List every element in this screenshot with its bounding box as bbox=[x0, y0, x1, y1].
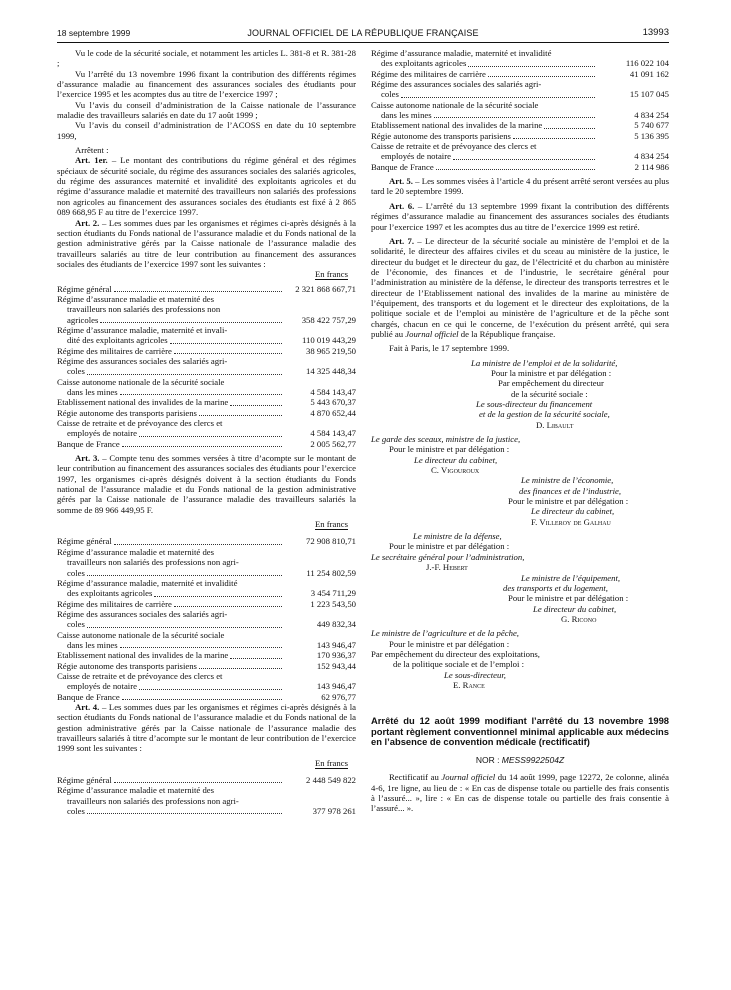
row-label: agricoles bbox=[57, 315, 284, 325]
signature-block-justice: Le garde des sceaux, ministre de la justice, Pour le ministre et par délégation : Le directeur du cabinet, C. Vigouroux bbox=[371, 434, 521, 476]
table-row bbox=[57, 640, 356, 650]
row-label: Régime des assurances sociales des salariés agri- bbox=[57, 355, 228, 366]
table-row bbox=[57, 439, 356, 449]
row-amount: 5 136 395 bbox=[634, 130, 669, 141]
table-row bbox=[57, 284, 356, 294]
table-row bbox=[57, 568, 356, 578]
row-amount: 2 321 868 667,71 bbox=[295, 283, 356, 294]
row-amount: 110 019 443,29 bbox=[302, 335, 356, 346]
row-amount: 5 740 677 bbox=[634, 120, 669, 131]
row-amount: 4 584 143,47 bbox=[310, 428, 356, 439]
journal-title: JOURNAL OFFICIEL DE LA RÉPUBLIQUE FRANÇAISE bbox=[247, 28, 479, 38]
row-label: Régime d’assurance maladie et maternité des bbox=[57, 785, 215, 796]
row-label: des exploitants agricoles bbox=[371, 58, 597, 68]
table-row bbox=[57, 397, 356, 407]
fait-a-paris: Fait à Paris, le 17 septembre 1999. bbox=[389, 343, 510, 354]
table-row bbox=[57, 650, 356, 660]
table-row bbox=[371, 48, 669, 58]
row-label: Régime d’assurance maladie et maternité des bbox=[57, 293, 215, 304]
table-row bbox=[57, 377, 356, 387]
table-article-4 bbox=[57, 775, 356, 816]
row-label: Régime d’assurance maladie, maternité et invali- bbox=[57, 324, 228, 335]
article-4 bbox=[57, 702, 356, 754]
signature-block-emploi: La ministre de l’emploi et de la solidarité, Pour la ministre et par délégation : Par empêchement du directeur de la sécurité sociale : Le sous-directeur du financement et de la gestion de la sécurité sociale, D. Libault bbox=[471, 357, 618, 430]
row-amount: 2 005 562,77 bbox=[310, 438, 356, 449]
row-amount: 4 834 254 bbox=[634, 110, 669, 121]
table-row bbox=[57, 619, 356, 629]
table-row bbox=[371, 151, 669, 161]
row-label: dité des exploitants agricoles bbox=[57, 335, 284, 345]
table-row bbox=[57, 661, 356, 671]
row-label: travailleurs non salariés des professions non agri- bbox=[67, 795, 239, 806]
row-label: Régime des militaires de carrière bbox=[57, 599, 284, 609]
row-amount: 1 223 543,50 bbox=[310, 598, 356, 609]
journal-officiel-ref: Journal officiel bbox=[405, 328, 459, 339]
table-row bbox=[57, 681, 356, 691]
right-column bbox=[371, 48, 669, 814]
table-row bbox=[371, 131, 669, 141]
row-label: Régime des assurances sociales des salariés agri- bbox=[371, 79, 542, 90]
article-4-label: Art. 4. bbox=[75, 701, 100, 712]
table-row bbox=[371, 110, 669, 120]
row-label: coles bbox=[371, 89, 597, 99]
nor-reference: NOR : MESS9922504Z bbox=[475, 755, 565, 766]
row-label: Banque de France bbox=[57, 439, 284, 449]
row-label: Régime général bbox=[57, 536, 284, 546]
table-row bbox=[57, 796, 356, 806]
journal-officiel-ref: Journal officiel bbox=[441, 772, 496, 783]
table-row bbox=[57, 428, 356, 438]
article-5-text: – Les sommes visées à l’article 4 du présent arrêté seront versées au plus tard le 20 septembre 1999. bbox=[371, 176, 669, 197]
row-label: Régime d’assurance maladie, maternité et invalidité bbox=[371, 48, 552, 58]
row-amount: 2 448 549 822 bbox=[306, 775, 356, 786]
unit-label: En francs bbox=[314, 269, 348, 280]
row-label: employés de notaire bbox=[57, 428, 284, 438]
row-label: Régime général bbox=[57, 284, 284, 294]
row-amount: 377 978 261 bbox=[312, 806, 356, 817]
article-2-text: – Les sommes dues par les organismes et régimes ci-après désignés à la section étudiants du Fonds national de l’assurance maladie et du Fonds national de la gestion administrative gérés par la Caisse nationale de l’assurance maladie des travailleurs salariés au titre de leur contribution au financement des assurances sociales des étudiants de l’exercice 1997 sont les suivantes : bbox=[57, 217, 356, 269]
unit-label: En francs bbox=[314, 757, 348, 768]
row-label: Caisse de retraite et de prévoyance des clercs et bbox=[57, 418, 223, 429]
article-6-label: Art. 6. bbox=[389, 200, 415, 211]
row-label: Etablissement national des invalides de la marine bbox=[371, 120, 597, 130]
row-amount: 170 936,37 bbox=[316, 650, 356, 661]
article-1-text: – Le montant des contributions du régime général et des régimes spéciaux de sécurité sociale, du régime des assurances sociales des salariés agricoles, du régime des assurances maternité et invalidité des exploitants agricoles et du régime d’assurance maladie et maternité des travailleurs non salariés des professions non agricoles au financement des assurances sociales des étudiants est fixé à 2 865 089 668,95 F au titre de l’exercice 1997. bbox=[57, 155, 356, 218]
header-rule bbox=[57, 42, 669, 43]
row-label: coles bbox=[57, 568, 284, 578]
row-amount: 38 965 219,50 bbox=[306, 345, 356, 356]
table-row bbox=[371, 120, 669, 130]
article-2-label: Art. 2. bbox=[75, 217, 100, 228]
row-label: employés de notaire bbox=[371, 151, 597, 161]
article-7-text: – Le directeur de la sécurité sociale au ministère de l’emploi et de la solidarité, le directeur des affaires civiles et du sceau au ministère de la justice, le directeur du budget et le directeur du gaz, de l’électricité et du charbon au ministère de l’économie, des finances et de l’industrie, le secrétaire général pour l’administration au ministère de la défense, le directeur des transports terrestres et le directeur de l’Etablissement national des invalides de la marine au ministère de l’équipement, des transports et du logement et le directeur des exploitations, de la politique sociale et de l’emploi au ministère de l’agriculture et de la pêche sont chargés, chacun en ce qui le concerne, de l’exécution du présent arrêté, qui sera publié au bbox=[371, 235, 669, 339]
table-row bbox=[57, 408, 356, 418]
table-row bbox=[57, 315, 356, 325]
signature-block-agriculture: Le ministre de l’agriculture et de la pêche, Pour le ministre et par délégation : Par empêchement du directeur des exploitations, de la politique sociale et de l’emploi : Le sous-directeur, E. Rance bbox=[371, 628, 540, 690]
row-label: Banque de France bbox=[57, 692, 284, 702]
row-amount: 4 584 143,47 bbox=[310, 387, 356, 397]
row-label: dans les mines bbox=[57, 387, 284, 397]
row-label: Caisse autonome nationale de la sécurité sociale bbox=[57, 376, 225, 387]
row-amount: 152 943,44 bbox=[316, 660, 356, 671]
arretent: Arrêtent : bbox=[75, 145, 109, 156]
signature-block-economie: Le ministre de l’économie, des finances et de l’industrie, Pour le ministre et par délégation : Le directeur du cabinet, F. Villeroy de Galhau bbox=[508, 475, 629, 527]
table-row bbox=[57, 335, 356, 345]
table-article-2 bbox=[57, 284, 356, 450]
row-amount: 62 976,77 bbox=[321, 691, 356, 702]
article-2 bbox=[57, 218, 356, 270]
row-amount: 5 443 670,37 bbox=[310, 397, 356, 408]
row-label: Caisse autonome nationale de la sécurité sociale bbox=[57, 629, 225, 640]
table-row bbox=[57, 387, 356, 397]
table-row bbox=[57, 536, 356, 546]
table-row bbox=[57, 785, 356, 795]
article-7-label: Art. 7. bbox=[389, 235, 415, 246]
article-6 bbox=[371, 201, 669, 232]
rectificatif: Rectificatif au Journal officiel du 14 août 1999, page 12272, 2e colonne, alinéa 4-6, 1re ligne, au lieu de : « En cas de dispense totale ou partielle des frais consentis à l’assuré... », lire : « En cas de dispense totale ou partielle des frais consentie à l’assuré... ». bbox=[371, 772, 669, 814]
table-row bbox=[371, 69, 669, 79]
row-label: Régime général bbox=[57, 775, 284, 785]
header-date: 18 septembre 1999 bbox=[57, 28, 131, 38]
row-label: Régime d’assurance maladie et maternité des bbox=[57, 546, 215, 557]
row-label: coles bbox=[57, 806, 284, 816]
table-row bbox=[57, 325, 356, 335]
page-number: 13993 bbox=[642, 27, 669, 38]
table-article-4-continued bbox=[371, 48, 669, 172]
row-label: Banque de France bbox=[371, 162, 597, 172]
visa-3: Vu l’avis du conseil d’administration de la Caisse nationale de l’assurance maladie des travailleurs salariés en date du 17 août 1999 ; bbox=[57, 99, 356, 121]
row-amount: 11 254 802,59 bbox=[306, 567, 356, 578]
row-label: Etablissement national des invalides de la marine bbox=[57, 397, 284, 407]
row-amount: 4 870 652,44 bbox=[310, 407, 356, 418]
row-label: dans les mines bbox=[57, 640, 284, 650]
article-6-text: – L’arrêté du 13 septembre 1999 fixant la contribution des différents régimes d’assurance maladie au financement des assurances sociales des étudiants pour l’exercice 1997 et les acomptes dus au titre de l’exercice 1999 est retiré. bbox=[371, 200, 669, 232]
article-7: Art. 7. – Le directeur de la sécurité sociale au ministère de l’emploi et de la solidarité, le directeur des affaires civiles et du sceau au ministère de la justice, le directeur du budget et le directeur du gaz, de l’électricité et du charbon au ministère de l’économie, des finances et de l’industrie, le secrétaire général pour l’administration au ministère de la défense, le directeur des transports terrestres et le directeur de l’Etablissement national des invalides de la marine au ministère de l’équipement, des transports et du logement et le directeur des exploitations, de la politique sociale et de l’emploi au ministère de l’agriculture et de la pêche sont chargés, chacun en ce qui le concerne, de l’exécution du présent arrêté, qui sera publié au Journal officiel de la République française. bbox=[371, 235, 669, 339]
table-row bbox=[57, 578, 356, 588]
row-amount: 2 114 986 bbox=[634, 161, 669, 172]
table-row bbox=[57, 630, 356, 640]
table-row bbox=[57, 692, 356, 702]
row-amount: 15 107 045 bbox=[629, 89, 669, 100]
table-row bbox=[57, 806, 356, 816]
table-row bbox=[371, 79, 669, 89]
table-row bbox=[371, 162, 669, 172]
row-amount: 4 834 254 bbox=[634, 151, 669, 162]
row-amount: 72 908 810,71 bbox=[306, 536, 356, 547]
table-row bbox=[371, 141, 669, 151]
row-label: Régime des militaires de carrière bbox=[371, 69, 597, 79]
article-3-text: – Compte tenu des sommes versées à titre d’acompte sur le montant de leur contribution au financement des assurances sociales des étudiants pour l’exercice 1997, les organismes ci-après désignés doivent à la section étudiants du Fonds national de l’assurance maladie et du Fonds national de la gestion administrative gérés par la Caisse nationale de l’assurance maladie des travailleurs salariés la somme de 89 966 449,95 F. bbox=[57, 453, 356, 515]
table-row bbox=[57, 557, 356, 567]
row-amount: 41 091 162 bbox=[629, 68, 669, 79]
visa-1: Vu le code de la sécurité sociale, et notamment les articles L. 381-8 et R. 381-28 ; bbox=[57, 48, 356, 69]
unit-label: En francs bbox=[314, 519, 348, 530]
table-row bbox=[57, 775, 356, 785]
article-3-label: Art. 3. bbox=[75, 453, 100, 464]
row-label: Régime des assurances sociales des salariés agri- bbox=[57, 608, 228, 619]
article-3 bbox=[57, 453, 356, 515]
row-amount: 449 832,34 bbox=[316, 619, 356, 630]
row-label: travailleurs non salariés des professions non agri- bbox=[67, 557, 239, 568]
row-label: Régie autonome des transports parisiens bbox=[57, 661, 284, 671]
row-label: dans les mines bbox=[371, 110, 597, 120]
decree-title: Arrêté du 12 août 1999 modifiant l’arrêté du 13 novembre 1998 portant règlement conventionnel minimal applicable aux médecins en l’absence de convention médicale (rectificatif) bbox=[371, 715, 669, 748]
table-row bbox=[57, 599, 356, 609]
table-row bbox=[57, 588, 356, 598]
row-label: coles bbox=[57, 619, 284, 629]
row-label: Régie autonome des transports parisiens bbox=[371, 131, 597, 141]
table-row bbox=[57, 304, 356, 314]
signature-block-equipement: Le ministre de l’équipement, des transports et du logement, Pour le ministre et par délégation : Le directeur du cabinet, G. Ricono bbox=[503, 572, 629, 624]
row-label: Caisse de retraite et de prévoyance des clercs et bbox=[57, 670, 223, 681]
row-label: travailleurs non salariés des professions non bbox=[67, 304, 221, 315]
table-row bbox=[57, 366, 356, 376]
table-row bbox=[371, 58, 669, 68]
article-5-label: Art. 5. bbox=[389, 176, 413, 187]
table-row bbox=[57, 294, 356, 304]
row-amount: 358 422 757,29 bbox=[301, 314, 356, 325]
row-label: Régime des militaires de carrière bbox=[57, 346, 284, 356]
row-amount: 116 022 104 bbox=[625, 58, 669, 69]
table-row bbox=[371, 89, 669, 99]
row-amount: 143 946,47 bbox=[316, 639, 356, 650]
visa-2: Vu l’arrêté du 13 novembre 1996 fixant la contribution des différents régimes d’assurance maladie au financement des assurances sociales des étudiants pour l’exercice 1995 et les acomptes dus au titre de l’exercice 1997 ; bbox=[57, 68, 356, 100]
article-1 bbox=[57, 155, 356, 217]
article-4-text: – Les sommes dues par les organismes et régimes ci-après désignés à la section étudiants du Fonds national de l’assurance maladie et du Fonds national de la gestion administrative gérés par la Caisse nationale de l’assurance maladie des travailleurs salariés à titre d’acompte sur le montant de leur contribution de l’exercice 1999 sont les suivantes : bbox=[57, 701, 356, 754]
table-row bbox=[57, 609, 356, 619]
row-label: Régime d’assurance maladie, maternité et invalidité bbox=[57, 577, 238, 588]
visa-4: Vu l’avis du conseil d’administration de l’ACOSS en date du 10 septembre 1999, bbox=[57, 120, 356, 141]
left-column bbox=[57, 48, 356, 816]
row-label: Etablissement national des invalides de la marine bbox=[57, 650, 284, 660]
table-row bbox=[57, 346, 356, 356]
table-row bbox=[57, 547, 356, 557]
table-article-3 bbox=[57, 536, 356, 702]
row-label: Caisse de retraite et de prévoyance des clercs et bbox=[371, 141, 537, 152]
row-label: employés de notaire bbox=[57, 681, 284, 691]
article-1-label: Art. 1er. bbox=[75, 155, 108, 166]
signature-block-defense: Le ministre de la défense, Pour le ministre et par délégation : Le secrétaire général pour l’administration, J.-F. Hebert bbox=[371, 531, 525, 573]
row-amount: 3 454 711,29 bbox=[310, 588, 356, 599]
table-row bbox=[371, 100, 669, 110]
row-amount: 143 946,47 bbox=[316, 681, 356, 692]
row-label: Régie autonome des transports parisiens bbox=[57, 408, 284, 418]
table-row bbox=[57, 418, 356, 428]
page-header bbox=[57, 28, 669, 42]
article-5 bbox=[371, 176, 669, 197]
row-label: coles bbox=[57, 366, 284, 376]
row-label: des exploitants agricoles bbox=[57, 588, 284, 598]
table-row bbox=[57, 356, 356, 366]
row-amount: 14 325 448,34 bbox=[306, 366, 356, 377]
table-row bbox=[57, 671, 356, 681]
row-label: Caisse autonome nationale de la sécurité sociale bbox=[371, 99, 539, 110]
